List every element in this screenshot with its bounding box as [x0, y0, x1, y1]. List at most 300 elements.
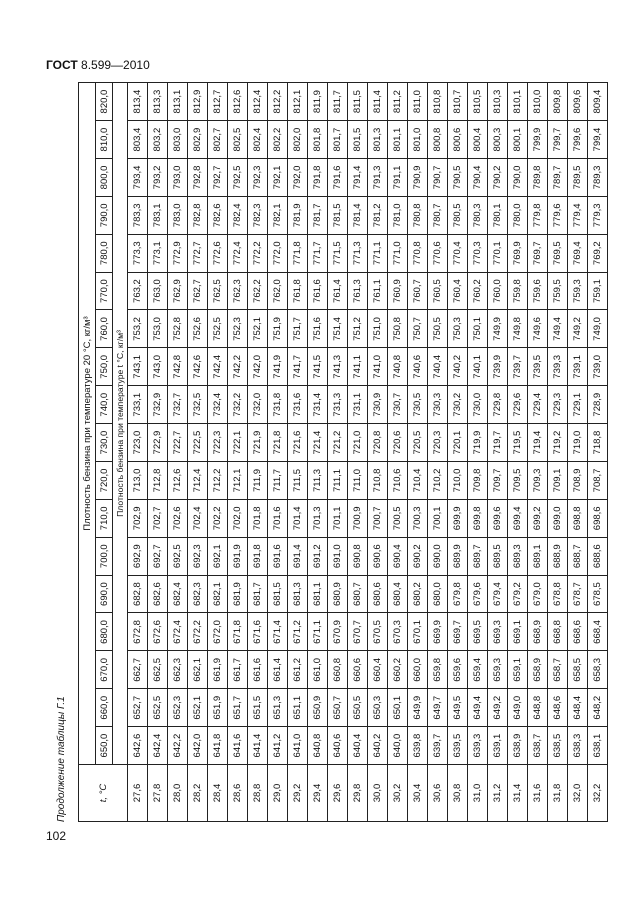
density-cell: 790,4	[468, 159, 488, 197]
density-cell: 649,4	[468, 689, 488, 727]
table-row	[388, 83, 408, 822]
density-cell: 692,5	[168, 537, 188, 575]
table-row	[448, 83, 468, 822]
density-cell: 739,9	[488, 348, 508, 386]
density-cell: 800,6	[448, 121, 468, 159]
density-cell: 639,3	[468, 727, 488, 765]
density-cell: 678,8	[548, 575, 568, 613]
density-cell: 679,2	[508, 575, 528, 613]
density-cell: 640,8	[308, 727, 328, 765]
density-cell: 668,8	[548, 613, 568, 651]
density-cell: 759,1	[588, 272, 608, 310]
density-cell: 771,1	[368, 234, 388, 272]
density-cell: 791,6	[328, 159, 348, 197]
density-cell: 732,0	[248, 386, 268, 424]
temperature-cell: 27,6	[128, 765, 148, 822]
density-cell: 658,3	[588, 651, 608, 689]
density-column-header: 670,0	[96, 651, 113, 689]
table-row	[428, 83, 448, 822]
density-cell: 750,3	[448, 310, 468, 348]
density-cell: 658,5	[568, 651, 588, 689]
density-cell: 812,6	[228, 83, 248, 121]
density-cell: 769,5	[548, 234, 568, 272]
density-cell: 761,1	[368, 272, 388, 310]
density-column-header: 770,0	[96, 272, 113, 310]
density-cell: 760,9	[388, 272, 408, 310]
table-row	[288, 83, 308, 822]
density-cell: 692,1	[208, 537, 228, 575]
density-cell: 780,8	[408, 196, 428, 234]
density-cell: 751,0	[368, 310, 388, 348]
density-cell: 651,3	[268, 689, 288, 727]
density-cell: 659,8	[428, 651, 448, 689]
density-cell: 730,9	[368, 386, 388, 424]
density-cell: 733,1	[128, 386, 148, 424]
table-row	[588, 83, 608, 822]
table-row	[328, 83, 348, 822]
density-cell: 713,0	[128, 462, 148, 500]
density-cell: 679,0	[528, 575, 548, 613]
density-cell: 741,1	[348, 348, 368, 386]
density-cell: 642,6	[128, 727, 148, 765]
density-cell: 719,9	[468, 424, 488, 462]
table-row	[528, 83, 548, 822]
density-cell: 721,6	[288, 424, 308, 462]
density-cell: 750,5	[428, 310, 448, 348]
density-cell: 699,4	[508, 499, 528, 537]
density-cell: 759,8	[508, 272, 528, 310]
temperature-cell: 30,4	[408, 765, 428, 822]
document-header	[46, 58, 150, 72]
density-cell: 659,1	[508, 651, 528, 689]
density-cell: 700,1	[428, 499, 448, 537]
density-cell: 708,7	[588, 462, 608, 500]
density-cell: 750,1	[468, 310, 488, 348]
table-row	[348, 83, 368, 822]
density-cell: 760,7	[408, 272, 428, 310]
density-cell: 761,3	[348, 272, 368, 310]
density-cell: 792,0	[288, 159, 308, 197]
density-cell: 779,8	[528, 196, 548, 234]
density-cell: 783,0	[168, 196, 188, 234]
density-cell: 639,7	[428, 727, 448, 765]
density-cell: 730,0	[468, 386, 488, 424]
density-cell: 799,6	[568, 121, 588, 159]
density-cell: 650,1	[388, 689, 408, 727]
table-row	[148, 83, 168, 822]
density-cell: 719,0	[568, 424, 588, 462]
temperature-cell: 28,0	[168, 765, 188, 822]
density-cell: 691,6	[268, 537, 288, 575]
density-cell: 648,4	[568, 689, 588, 727]
density-cell: 769,4	[568, 234, 588, 272]
density-cell: 812,7	[208, 83, 228, 121]
density-column-header: 820,0	[96, 83, 113, 121]
density-cell: 680,6	[368, 575, 388, 613]
density-cell: 681,3	[288, 575, 308, 613]
density-cell: 730,5	[408, 386, 428, 424]
density-cell: 640,0	[388, 727, 408, 765]
table-row	[248, 83, 268, 822]
density-cell: 642,0	[188, 727, 208, 765]
density-cell: 772,4	[228, 234, 248, 272]
density-cell: 779,3	[588, 196, 608, 234]
density-cell: 802,5	[228, 121, 248, 159]
density-cell: 672,0	[208, 613, 228, 651]
density-cell: 780,1	[488, 196, 508, 234]
density-cell: 672,4	[168, 613, 188, 651]
density-cell: 772,7	[188, 234, 208, 272]
temperature-cell: 28,8	[248, 765, 268, 822]
density-cell: 689,1	[528, 537, 548, 575]
density-cell: 720,6	[388, 424, 408, 462]
density-cell: 702,2	[208, 499, 228, 537]
density-cell: 780,3	[468, 196, 488, 234]
density-cell: 741,9	[268, 348, 288, 386]
table-row	[488, 83, 508, 822]
density-cell: 739,1	[568, 348, 588, 386]
density-cell: 742,6	[188, 348, 208, 386]
table-row	[228, 83, 248, 822]
temperature-cell: 30,6	[428, 765, 448, 822]
density-cell: 743,1	[128, 348, 148, 386]
density-cell: 751,9	[268, 310, 288, 348]
temperature-cell: 28,2	[188, 765, 208, 822]
density-cell: 689,9	[448, 537, 468, 575]
density-cell: 682,4	[168, 575, 188, 613]
density-cell: 740,6	[408, 348, 428, 386]
density-cell: 761,6	[308, 272, 328, 310]
density-cell: 712,1	[228, 462, 248, 500]
density-cell: 670,9	[328, 613, 348, 651]
density-cell: 649,7	[428, 689, 448, 727]
density-cell: 792,7	[208, 159, 228, 197]
density-cell: 658,9	[528, 651, 548, 689]
density-cell: 773,3	[128, 234, 148, 272]
temperature-cell: 29,6	[328, 765, 348, 822]
density-cell: 772,0	[268, 234, 288, 272]
density-cell: 670,3	[388, 613, 408, 651]
density-cell: 711,9	[248, 462, 268, 500]
density-cell: 638,5	[548, 727, 568, 765]
density-cell: 742,4	[208, 348, 228, 386]
density-cell: 732,2	[228, 386, 248, 424]
density-cell: 661,6	[248, 651, 268, 689]
density-cell: 712,6	[168, 462, 188, 500]
density-cell: 752,5	[208, 310, 228, 348]
density-cell: 650,3	[368, 689, 388, 727]
density-cell: 790,5	[448, 159, 468, 197]
density-cell: 648,2	[588, 689, 608, 727]
standard-number: 8.599—2010	[77, 58, 150, 72]
density-cell: 782,1	[268, 196, 288, 234]
density-cell: 699,8	[468, 499, 488, 537]
density-cell: 749,4	[548, 310, 568, 348]
density-cell: 669,7	[448, 613, 468, 651]
density-cell: 791,8	[308, 159, 328, 197]
density-cell: 692,7	[148, 537, 168, 575]
density-cell: 749,6	[528, 310, 548, 348]
density-cell: 691,9	[228, 537, 248, 575]
density-cell: 640,4	[348, 727, 368, 765]
rotated-table-block	[48, 82, 603, 822]
density-cell: 678,5	[588, 575, 608, 613]
density-cell: 720,1	[448, 424, 468, 462]
density-cell: 681,1	[308, 575, 328, 613]
density-cell: 780,7	[428, 196, 448, 234]
density-column-header: 690,0	[96, 575, 113, 613]
density-cell: 792,8	[188, 159, 208, 197]
temperature-cell: 29,0	[268, 765, 288, 822]
density-cell: 752,8	[168, 310, 188, 348]
density-cell: 699,0	[548, 499, 568, 537]
density-cell: 729,3	[548, 386, 568, 424]
density-cell: 812,1	[288, 83, 308, 121]
density-cell: 812,2	[268, 83, 288, 121]
density-cell: 639,8	[408, 727, 428, 765]
density-cell: 701,1	[328, 499, 348, 537]
density-cell: 671,6	[248, 613, 268, 651]
density-cell: 803,2	[148, 121, 168, 159]
density-cell: 760,0	[488, 272, 508, 310]
density-cell: 700,7	[368, 499, 388, 537]
density-cell: 722,3	[208, 424, 228, 462]
density-cell: 671,8	[228, 613, 248, 651]
density-cell: 771,0	[388, 234, 408, 272]
density-cell: 811,9	[308, 83, 328, 121]
density-cell: 711,3	[308, 462, 328, 500]
density-cell: 739,7	[508, 348, 528, 386]
density-table	[78, 82, 608, 822]
density-cell: 763,0	[148, 272, 168, 310]
density-cell: 719,4	[528, 424, 548, 462]
density-cell: 690,4	[388, 537, 408, 575]
density-cell: 641,8	[208, 727, 228, 765]
density-cell: 702,6	[168, 499, 188, 537]
density-cell: 660,2	[388, 651, 408, 689]
density-cell: 659,6	[448, 651, 468, 689]
density-cell: 709,5	[508, 462, 528, 500]
temperature-cell: 31,2	[488, 765, 508, 822]
density-cell: 651,7	[228, 689, 248, 727]
density-column-header: 660,0	[96, 689, 113, 727]
density-column-header: 700,0	[96, 537, 113, 575]
density-cell: 810,0	[528, 83, 548, 121]
density-cell: 661,4	[268, 651, 288, 689]
density-cell: 772,2	[248, 234, 268, 272]
density-cell: 712,4	[188, 462, 208, 500]
density-cell: 721,9	[248, 424, 268, 462]
density-cell: 812,4	[248, 83, 268, 121]
density-cell: 813,3	[148, 83, 168, 121]
density-cell: 720,5	[408, 424, 428, 462]
density-cell: 740,4	[428, 348, 448, 386]
density-cell: 773,1	[148, 234, 168, 272]
density-cell: 789,3	[588, 159, 608, 197]
density-column-header: 740,0	[96, 386, 113, 424]
table-row	[168, 83, 188, 822]
density-cell: 771,7	[308, 234, 328, 272]
density-cell: 742,0	[248, 348, 268, 386]
density-cell: 740,8	[388, 348, 408, 386]
density-cell: 680,4	[388, 575, 408, 613]
density-cell: 648,6	[548, 689, 568, 727]
density-cell: 712,2	[208, 462, 228, 500]
density-cell: 742,8	[168, 348, 188, 386]
table-row	[468, 83, 488, 822]
density-cell: 749,9	[488, 310, 508, 348]
density-cell: 759,3	[568, 272, 588, 310]
density-cell: 688,7	[568, 537, 588, 575]
density-cell: 651,5	[248, 689, 268, 727]
density-cell: 810,7	[448, 83, 468, 121]
density-cell: 641,0	[288, 727, 308, 765]
density-cell: 749,2	[568, 310, 588, 348]
density-cell: 669,3	[488, 613, 508, 651]
density-cell: 811,5	[348, 83, 368, 121]
density-cell: 793,4	[128, 159, 148, 197]
density-cell: 763,2	[128, 272, 148, 310]
density-cell: 722,7	[168, 424, 188, 462]
density-cell: 682,6	[148, 575, 168, 613]
density-cell: 649,0	[508, 689, 528, 727]
density-cell: 752,3	[228, 310, 248, 348]
density-cell: 692,3	[188, 537, 208, 575]
density-cell: 638,7	[528, 727, 548, 765]
density-cell: 739,3	[548, 348, 568, 386]
density-cell: 812,9	[188, 83, 208, 121]
density-cell: 762,3	[228, 272, 248, 310]
density-cell: 700,9	[348, 499, 368, 537]
temperature-cell: 31,6	[528, 765, 548, 822]
density-cell: 780,0	[508, 196, 528, 234]
density-cell: 641,6	[228, 727, 248, 765]
density-cell: 692,9	[128, 537, 148, 575]
density-cell: 642,4	[148, 727, 168, 765]
density-cell: 691,4	[288, 537, 308, 575]
density-cell: 668,9	[528, 613, 548, 651]
density-cell: 752,6	[188, 310, 208, 348]
density-cell: 681,5	[268, 575, 288, 613]
density-cell: 801,3	[368, 121, 388, 159]
density-cell: 741,0	[368, 348, 388, 386]
density-cell: 741,7	[288, 348, 308, 386]
density-cell: 709,7	[488, 462, 508, 500]
density-cell: 731,3	[328, 386, 348, 424]
density-cell: 721,8	[268, 424, 288, 462]
density-cell: 729,1	[568, 386, 588, 424]
density-cell: 770,3	[468, 234, 488, 272]
density-cell: 750,7	[408, 310, 428, 348]
density-cell: 802,9	[188, 121, 208, 159]
density-cell: 688,6	[588, 537, 608, 575]
density-cell: 803,4	[128, 121, 148, 159]
density-cell: 760,4	[448, 272, 468, 310]
density-cell: 698,6	[588, 499, 608, 537]
density-cell: 770,4	[448, 234, 468, 272]
density-cell: 790,9	[408, 159, 428, 197]
density-cell: 753,2	[128, 310, 148, 348]
density-cell: 760,5	[428, 272, 448, 310]
density-cell: 679,6	[468, 575, 488, 613]
density-cell: 719,5	[508, 424, 528, 462]
density-cell: 781,9	[288, 196, 308, 234]
density-cell: 800,1	[508, 121, 528, 159]
table-row	[268, 83, 288, 822]
density-cell: 761,8	[288, 272, 308, 310]
density-cell: 679,8	[448, 575, 468, 613]
density-cell: 792,3	[248, 159, 268, 197]
density-cell: 691,0	[328, 537, 348, 575]
density-cell: 782,3	[248, 196, 268, 234]
standard-code: ГОСТ	[46, 58, 78, 72]
density-cell: 640,6	[328, 727, 348, 765]
temperature-cell: 31,8	[548, 765, 568, 822]
density-cell: 652,5	[148, 689, 168, 727]
density-cell: 723,0	[128, 424, 148, 462]
density-cell: 719,7	[488, 424, 508, 462]
density-cell: 811,0	[408, 83, 428, 121]
density-cell: 672,8	[128, 613, 148, 651]
density-cell: 743,0	[148, 348, 168, 386]
density-cell: 671,4	[268, 613, 288, 651]
density-cell: 800,8	[428, 121, 448, 159]
density-cell: 669,1	[508, 613, 528, 651]
density-cell: 638,1	[588, 727, 608, 765]
density-cell: 730,2	[448, 386, 468, 424]
density-cell: 762,5	[208, 272, 228, 310]
density-cell: 661,2	[288, 651, 308, 689]
density-cell: 793,0	[168, 159, 188, 197]
density-cell: 639,5	[448, 727, 468, 765]
density-cell: 811,7	[328, 83, 348, 121]
density-cell: 730,3	[428, 386, 448, 424]
density-cell: 640,2	[368, 727, 388, 765]
density-cell: 672,6	[148, 613, 168, 651]
density-cell: 698,8	[568, 499, 588, 537]
density-cell: 702,7	[148, 499, 168, 537]
density-cell: 700,5	[388, 499, 408, 537]
density-cell: 810,5	[468, 83, 488, 121]
density-cell: 751,2	[348, 310, 368, 348]
density-cell: 680,9	[328, 575, 348, 613]
density-cell: 783,3	[128, 196, 148, 234]
density-cell: 701,8	[248, 499, 268, 537]
density-cell: 780,5	[448, 196, 468, 234]
density-cell: 680,0	[428, 575, 448, 613]
density-cell: 732,4	[208, 386, 228, 424]
density-cell: 680,2	[408, 575, 428, 613]
table-row	[188, 83, 208, 822]
density-cell: 651,1	[288, 689, 308, 727]
density-cell: 791,4	[348, 159, 368, 197]
density-cell: 730,7	[388, 386, 408, 424]
density-cell: 701,3	[308, 499, 328, 537]
density-cell: 690,6	[368, 537, 388, 575]
density-cell: 781,4	[348, 196, 368, 234]
density-cell: 718,8	[588, 424, 608, 462]
density-cell: 652,1	[188, 689, 208, 727]
density-cell: 782,4	[228, 196, 248, 234]
density-cell: 810,8	[428, 83, 448, 121]
density-cell: 641,2	[268, 727, 288, 765]
density-cell: 721,0	[348, 424, 368, 462]
density-cell: 720,3	[428, 424, 448, 462]
density-cell: 642,2	[168, 727, 188, 765]
density-cell: 652,7	[128, 689, 148, 727]
density-cell: 802,2	[268, 121, 288, 159]
table-continuation-caption: Продолжение таблицы Г.1	[56, 696, 67, 822]
